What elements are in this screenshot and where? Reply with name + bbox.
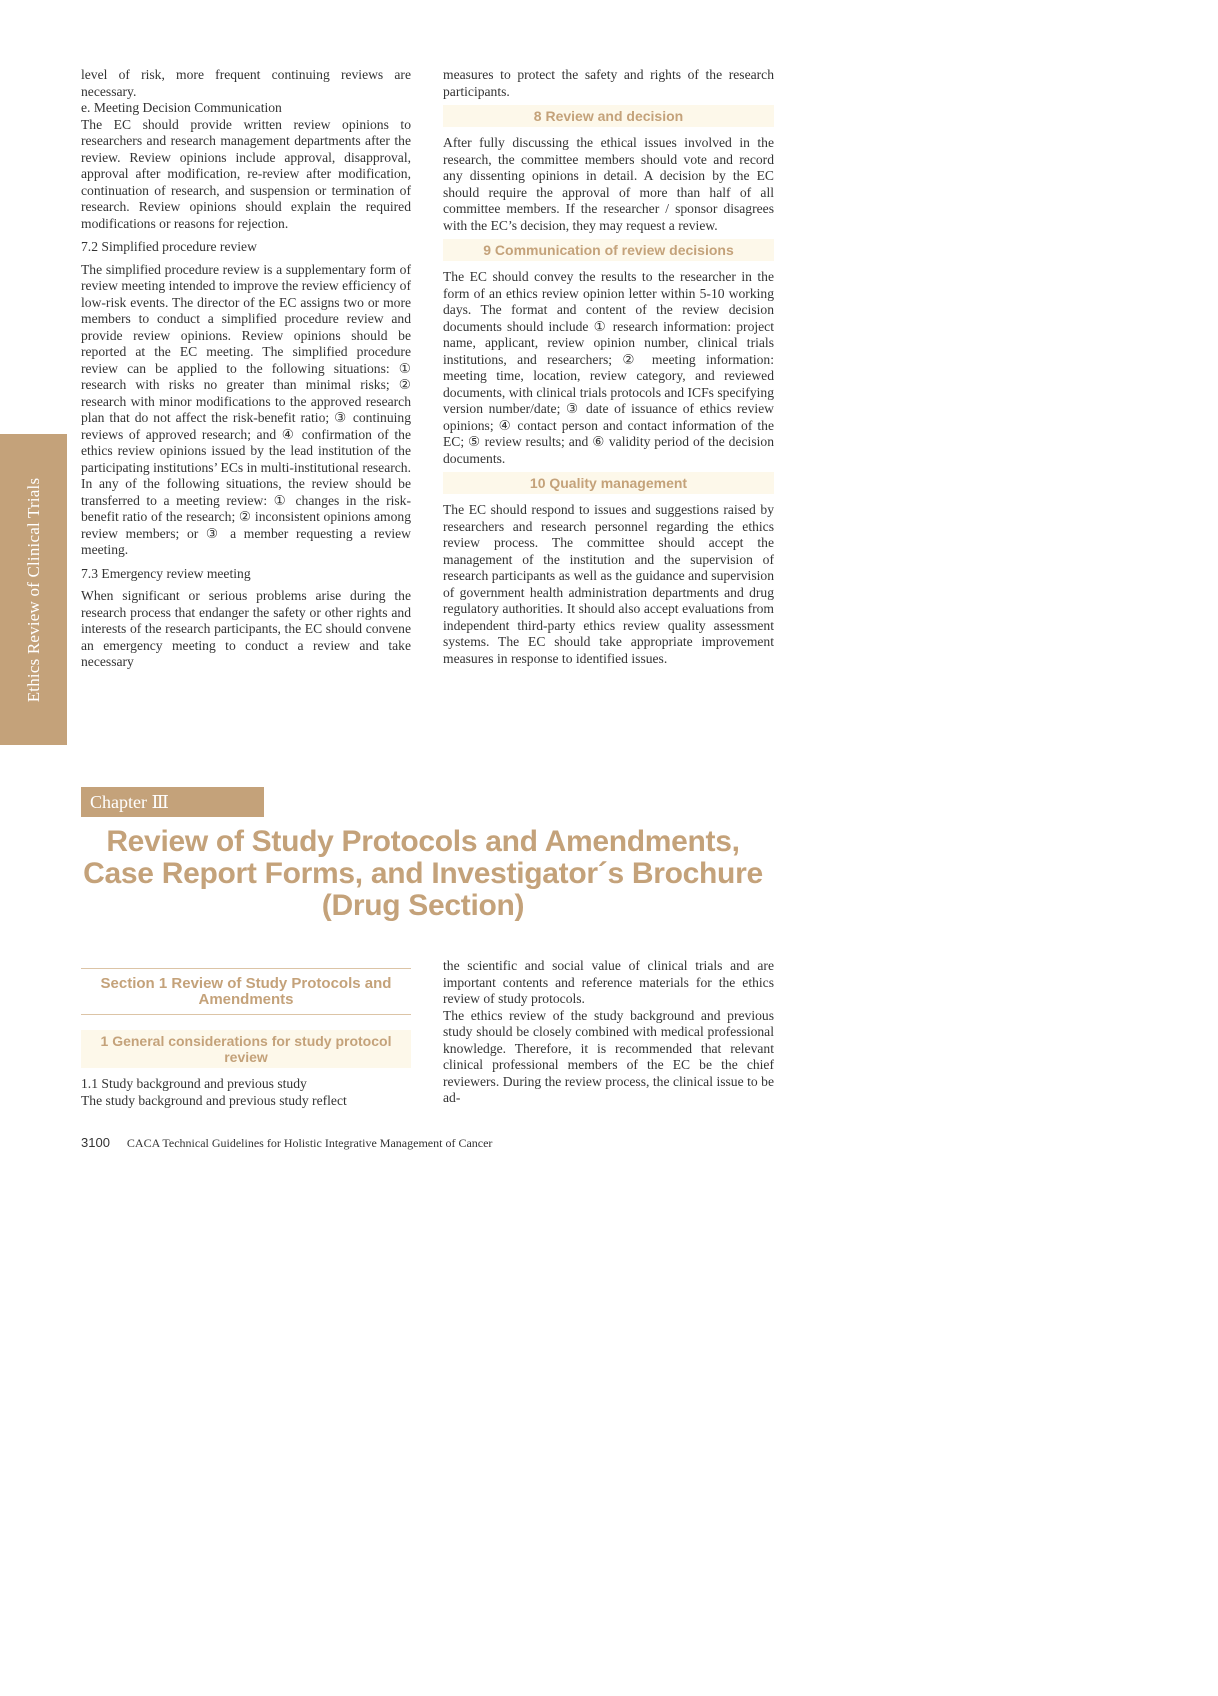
paragraph: The ethics review of the study background and previous study should be closely combined with medical professional knowledge. Therefore, it is recommended that relevant clinical professional members of the EC be the chief reviewers. During the review process, the clinical issue to be ad- [443,1007,774,1105]
heading-communication-of-review-decisions: 9 Communication of review decisions [443,239,774,261]
top-right-column [443,67,774,667]
heading-general-considerations: 1 General considerations for study protocol review [81,1030,411,1068]
subheading-1-1: 1.1 Study background and previous study [81,1076,307,1091]
journal-title: CACA Technical Guidelines for Holistic Integrative Management of Cancer [126,1136,493,1150]
paragraph: The EC should convey the results to the researcher in the form of an ethics review opinion letter within 5-10 working days. The format and content of the review decision documents should include ① research information: project name, applicant, review opinion number, clinical trials institutions, and researchers; ② meeting information: meeting time, location, review category, and reviewed documents, with clinical trials protocols and ICFs specifying version number/date; ③ date of issuance of ethics review opinions; ④ contact person and contact information of the EC; ⑤ review results; and ⑥ validity period of the decision documents. [443,269,774,466]
paragraph: When significant or serious problems arise during the research process that endanger the safety or other rights and interests of the research participants, the EC should convene an emergency meeting to conduct a review and take necessary [81,588,411,669]
paragraph: measures to protect the safety and rights of the research participants. [443,67,774,99]
paragraph: After fully discussing the ethical issues involved in the research, the committee members should vote and record any dissenting opinions in detail. A decision by the EC should require the approval of more than half of all committee members. If the researcher / sponsor disagrees with the EC’s decision, they may request a review. [443,135,774,233]
page-number: 3100 [81,1135,110,1150]
page-footer [81,1135,492,1151]
side-tab-label: Ethics Review of Clinical Trials [23,477,43,702]
bottom-right-column [443,958,774,1107]
paragraph: The simplified procedure review is a supplementary form of review meeting intended to improve the review efficiency of low-risk events. The director of the EC assigns two or more members to conduct a simplified procedure review and provide review opinions. Review opinions should be reported at the EC meeting. The simplified procedure review can be applied to the following situations: ① research with risks no greater than minimal risks; ② research with minor modifications to the approved research plan that do not affect the risk-benefit ratio; ③ continuing reviews of approved research; and ④ confirmation of the ethics review opinions issued by the lead institution of the participating institutions’ ECs in multi-institutional research. In any of the following situations, the review should be transferred to a meeting review: ① changes in the risk-benefit ratio of the research; ② inconsistent opinions among review members; or ③ a member requesting a review meeting. [81,261,411,557]
chapter-title: Review of Study Protocols and Amendments, Case Report Forms, and Investigator´s Brochure (Drug Section) [83,825,763,922]
paragraph: The study background and previous study reflect [81,1092,347,1108]
paragraph: The EC should respond to issues and suggestions raised by researchers and research personnel regarding the ethics review process. The committee should accept the management of the institution and the supervision of research participants as well as the guidance and supervision of government health administration departments and drug regulatory authorities. It should also accept evaluations from independent third-party ethics review quality assessment systems. The EC should take appropriate improvement measures in response to identified issues. [443,502,774,666]
paragraph: the scientific and social value of clinical trials and are important contents and reference materials for the ethics review of study protocols. [443,958,774,1006]
chapter-tag: Chapter Ⅲ [81,787,264,817]
subheading-7-2: 7.2 Simplified procedure review [81,239,257,254]
side-section-tab [0,434,67,745]
paragraph: The EC should provide written review opinions to researchers and research management departments after the review. Review opinions include approval, disapproval, approval after modification, re-review after modification, continuation of research, and suspension or termination of research. Review opinions should explain the required modifications or reasons for rejection. [81,116,411,231]
section-heading: Section 1 Review of Study Protocols and Amendments [81,968,411,1015]
heading-quality-management: 10 Quality management [443,472,774,494]
bottom-left-column [81,968,411,1109]
heading-review-and-decision: 8 Review and decision [443,105,774,127]
paragraph: level of risk, more frequent continuing reviews are necessary. [81,67,411,99]
subheading-7-3: 7.3 Emergency review meeting [81,565,251,581]
top-left-column [81,67,411,671]
subheading-meeting-decision: e. Meeting Decision Communication [81,100,282,115]
